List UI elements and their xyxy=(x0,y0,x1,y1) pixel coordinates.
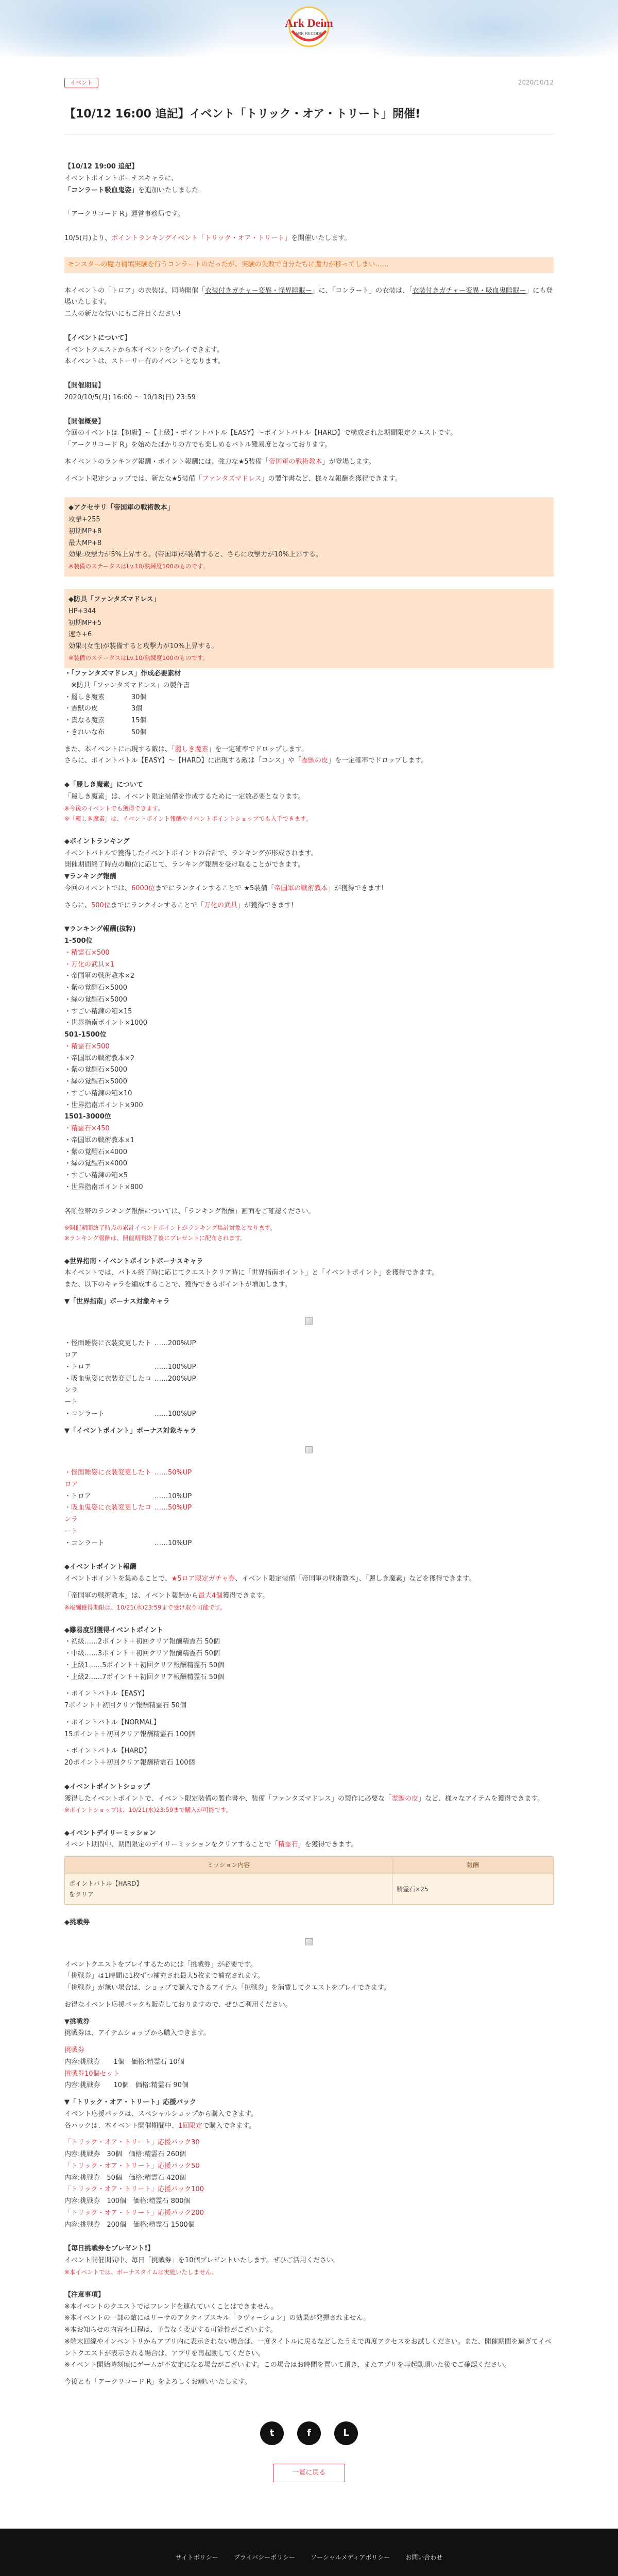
list-item: ・上級2……7ポイント＋初回クリア報酬精霊石 50個 xyxy=(64,1673,225,1681)
article-date: 2020/10/12 xyxy=(518,79,554,86)
logo-text: Ark Deim xyxy=(285,16,333,29)
text: 「麗しき魔素」は、イベント限定装備を作成するために一定数必要となります。 xyxy=(64,792,305,801)
diff-text: 20ポイント＋初回クリア報酬精霊石 100個 xyxy=(64,1759,195,1767)
section-reward xyxy=(64,1562,554,1612)
item-name: 帝国軍の戦術教本 xyxy=(274,884,328,892)
note: ※開催期間終了時点の累計イベントポイントがランキング集計対象となります。 xyxy=(64,1224,276,1232)
footer-link[interactable]: お問い合わせ xyxy=(405,2553,443,2561)
pack-name: 「トリック・オア・トリート」応援パック30 xyxy=(64,2139,200,2147)
share-buttons xyxy=(64,2421,554,2445)
character-name: ・コンラート xyxy=(64,1410,105,1418)
sub-head: ▼「イベントポイント」ボーナス対象キャラ xyxy=(64,1427,197,1435)
bonus-row xyxy=(64,1502,554,1526)
list-item: ・世界指南ポイント×900 xyxy=(64,1101,143,1109)
section-present xyxy=(64,2243,554,2277)
section-head: 【開催期間】 xyxy=(64,382,105,389)
list-item: ・紫の覚醒石×4000 xyxy=(64,1148,127,1156)
sub-head: ▼「トリック・オア・トリート」応援パック xyxy=(64,2098,197,2106)
bonus-row xyxy=(64,1362,554,1374)
list-item: ・帝国軍の戦術教本×2 xyxy=(64,1054,135,1062)
bonus-row xyxy=(64,1538,554,1550)
pack-list xyxy=(64,2137,554,2231)
product-detail: 内容:挑戦券 1個 価格:精霊石 10個 xyxy=(64,2058,184,2066)
section-head: ◆世界指南・イベントポイントボーナスキャラ xyxy=(64,1257,203,1265)
section-shop xyxy=(64,1782,554,1816)
diff-text: 15ポイント＋初回クリア報酬精霊石 100個 xyxy=(64,1730,195,1738)
text: イベントポイントを集めることで、 xyxy=(64,1575,171,1583)
sub-head: ▼「世界指南」ボーナス対象キャラ xyxy=(64,1297,170,1306)
list-item: ※本イベントのクエストではフレンドを連れていくことはできません。 xyxy=(64,2302,278,2311)
note: ※本イベントでは、ボーナスタイムは実施いたしません。 xyxy=(64,2268,218,2276)
article-title: 【10/12 16:00 追記】イベント「トリック・オア・トリート」開催! xyxy=(64,106,554,134)
notice-char: 「コンラート吸血鬼姿」 xyxy=(64,186,139,194)
note: ※ランキング報酬は、開催期間終了後にプレゼントに配布されます。 xyxy=(64,1234,246,1242)
text: イベント限定ショップでは、新たな★5装備「 xyxy=(64,474,202,483)
list-item: ・精霊石×500 xyxy=(64,1042,110,1050)
mission-reward: 精霊石×25 xyxy=(392,1874,554,1905)
text: 」を一定確率でドロップします。 xyxy=(328,757,428,765)
text: 」に、「コンラート」の衣装は、「 xyxy=(312,286,413,295)
text: 本イベントは、ストーリー有のイベントとなります。 xyxy=(64,358,225,366)
text: までにランクインすることで「 xyxy=(110,901,204,909)
bonus-row xyxy=(64,1338,554,1362)
text: 」にも登場いたします。 xyxy=(64,286,553,307)
bonus-list xyxy=(64,1338,554,1420)
list-item: ・世界指南ポイント×1000 xyxy=(64,1019,147,1027)
craft-head: ・「ファンタズマドレス」作成必要素材 xyxy=(64,670,181,677)
character-name: ・トロア xyxy=(64,1492,92,1500)
section-daily xyxy=(64,1828,554,1905)
text: イベント開催期間中、毎日「挑戦券」を10個プレゼントいたします。ぜひご活用ください。 xyxy=(64,2257,340,2264)
list-item: ・帝国軍の戦術教本×1 xyxy=(64,1136,135,1144)
category-badge: イベント xyxy=(64,78,98,88)
footer-link[interactable]: プライバシーポリシー xyxy=(233,2553,296,2561)
list-item: ・上級1……5ポイント＋初回クリア報酬精霊石 50個 xyxy=(64,1661,225,1669)
bonus-list xyxy=(64,1467,554,1549)
note: ※「麗しき魔素」は、イベントポイント報酬やイベントポイントショップでも入手できます。 xyxy=(64,815,312,822)
text: 」など、様々なアイテムを獲得できます。 xyxy=(418,1794,544,1803)
pack-detail: 内容:挑戦券 50個 価格:精霊石 420個 xyxy=(64,2174,186,2182)
greeting: 「アークリコード R」運営事務局です。 xyxy=(64,210,184,218)
box-head: ◆防具「ファンタズマドレス」 xyxy=(68,596,160,604)
period-text: 2020/10/5(月) 16:00 〜 10/18(日) 23:59 xyxy=(64,393,196,401)
section-bonus xyxy=(64,1256,554,1550)
section-ticket xyxy=(64,1917,554,2231)
hero-banner xyxy=(0,0,618,57)
text: で購入できます。 xyxy=(202,2122,256,2130)
site-footer xyxy=(0,2529,618,2576)
bonus-row xyxy=(64,1409,554,1420)
text: 、イベント限定装備「帝国軍の戦術教本」、「麗しき魔素」などを獲得できます。 xyxy=(235,1575,476,1583)
item-name: 麗しき魔素 xyxy=(175,745,209,753)
text: 」が獲得できます! xyxy=(237,901,294,909)
pack-detail: 内容:挑戦券 200個 価格:精霊石 1500個 xyxy=(64,2221,195,2229)
bonus-value: ……100%UP xyxy=(154,1363,196,1371)
column-header: ミッション内容 xyxy=(65,1857,392,1874)
twitter-icon[interactable]: t xyxy=(260,2421,284,2445)
text: また、本イベントに出現する敵は、「 xyxy=(64,745,175,753)
note: ※ポイントショップは、10/21(水)23:59まで購入が可能です。 xyxy=(64,1806,232,1814)
story-highlight: モンスターの魔力補填実験を行うコンラートのだったが、実験の失敗で自分たちに魔力が移ってしまい…… xyxy=(64,257,554,273)
footer-link[interactable]: ソーシャルメディアポリシー xyxy=(311,2553,390,2561)
text: を開催いたします。 xyxy=(291,234,351,242)
text: 本イベントの「トロア」の衣装は、同時開催「 xyxy=(64,286,205,295)
item-name: 精霊石 xyxy=(278,1841,298,1849)
section-head: ◆イベントポイント報酬 xyxy=(64,1563,136,1571)
pack-detail: 内容:挑戦券 100個 価格:精霊石 800個 xyxy=(64,2197,191,2205)
text: イベントクエストから本イベントをプレイできます。 xyxy=(64,346,224,354)
section-head: ◆「麗しき魔素」について xyxy=(64,781,143,789)
box-note: ※装備のステータスはLv.10/熟練度100のものです。 xyxy=(68,563,209,570)
gacha-link-1[interactable]: 衣装付きガチャー変異・怪界睡眠ー xyxy=(205,286,312,295)
notice-line: イベントポイントボーナスキャラに、 xyxy=(64,174,178,182)
section-head: ◆イベントデイリーミッション xyxy=(64,1829,156,1837)
tier-list xyxy=(64,1041,554,1112)
section-head: 【イベントについて】 xyxy=(64,334,131,342)
character-name: ・怪面睡姿に衣装変更したトロア xyxy=(64,1469,152,1488)
list-item: ・すごい精錬の箱×10 xyxy=(64,1089,132,1097)
bonus-value: ……50%UP xyxy=(154,1504,192,1512)
list-item: ・紫の覚醒石×5000 xyxy=(64,984,127,992)
list-item: ・万化の武具×1 xyxy=(64,960,115,969)
broken-image-icon xyxy=(305,1446,313,1453)
box-head: ◆アクセサリ「帝国軍の戦術教本」 xyxy=(68,504,174,512)
rank-value: 500位 xyxy=(91,901,111,909)
bonus-value: ……200%UP xyxy=(154,1375,196,1383)
section-difficulty xyxy=(64,1625,554,1769)
diff-text: 7ポイント＋初回クリア報酬精霊石 50個 xyxy=(64,1702,186,1710)
mission-table xyxy=(64,1856,554,1905)
craft-materials xyxy=(64,668,554,767)
bonus-value: ……50%UP xyxy=(154,1469,192,1477)
section-head: ◆難易度別獲得イベントポイント xyxy=(64,1626,163,1634)
text: 二人の新たな装いにもご注目ください! xyxy=(64,310,181,318)
column-header: 報酬 xyxy=(392,1857,554,1874)
tier-head: 501-1500位 xyxy=(64,1031,107,1039)
section-head: 【注意事項】 xyxy=(64,2291,105,2299)
text: 本イベントのランキング報酬・ポイント報酬には、強力な★5装備「 xyxy=(64,457,269,466)
article xyxy=(64,57,554,2482)
text: 獲得できます。 xyxy=(222,1591,269,1600)
item-count: 最大4個 xyxy=(198,1591,223,1600)
text: 10/5(月)より、 xyxy=(64,234,112,242)
character-name: ート xyxy=(64,1527,78,1535)
craft-list: ※防具「ファンタズマドレス」の製作書 ・麗しき魔素 30個 ・霊獣の皮 3個 ・貴なる魔素 15個 ・きれいな布 50個 xyxy=(64,681,190,736)
diff-head: ・ポイントバトル【EASY】 xyxy=(64,1690,148,1698)
text: 開催期間終了時点の順位に応じて、ランキング報酬を受け取ることができます。 xyxy=(64,861,305,869)
note: ※報酬獲得期限は、10/21(水)23:59まで受け取り可能です。 xyxy=(64,1603,226,1611)
box-stats: 攻撃+255 初期MP+8 最大MP+8 効果:攻撃力が5%上昇する。(帝国軍)が装備すると、さらに攻撃力が10%上昇する。 xyxy=(68,516,323,559)
text: 」を獲得できます。 xyxy=(298,1841,358,1849)
item-name: ファンタズマドレス xyxy=(202,474,262,483)
diff-head: ・ポイントバトル【HARD】 xyxy=(64,1747,151,1755)
pack-detail: 内容:挑戦券 30個 価格:精霊石 260個 xyxy=(64,2150,186,2158)
product-name: 挑戦券10個セット xyxy=(64,2070,120,2078)
facebook-icon[interactable]: f xyxy=(297,2421,321,2445)
tier-list xyxy=(64,947,554,1029)
text: 各順位帯のランキング報酬については、「ランキング報酬」画面をご確認ください。 xyxy=(64,1207,315,1215)
character-name: ・トロア xyxy=(64,1363,92,1371)
text: 今回のイベントでは、 xyxy=(64,884,132,892)
caution-list xyxy=(64,2301,554,2372)
text: イベント応援パックは、スペシャルショップから購入できます。 xyxy=(64,2110,258,2118)
item-name: 霊獣の皮 xyxy=(301,757,329,765)
ranking-notes xyxy=(64,1206,554,1244)
difficulty-list xyxy=(64,1636,554,1683)
list-item: ・緑の覚醒石×5000 xyxy=(64,995,127,1004)
text: さらに、ポイントバトル【EASY】〜【HARD】に出現する敵は「コンス」や「 xyxy=(64,757,302,765)
bonus-value: ……10%UP xyxy=(154,1539,192,1547)
text: 獲得したイベントポイントで、イベント限定装備の製作書や、装備「ファンタズマドレス」の製作に必要な「 xyxy=(64,1794,392,1803)
bonus-value: ……10%UP xyxy=(154,1492,192,1500)
section-overview xyxy=(64,416,554,485)
bonus-value: ……100%UP xyxy=(154,1410,196,1418)
notice-head: 【10/12 19:00 追記】 xyxy=(64,163,139,171)
list-item: ・精霊石×450 xyxy=(64,1125,110,1132)
section-mana xyxy=(64,779,554,824)
section-caution xyxy=(64,2290,554,2388)
sky-decoration xyxy=(0,0,237,57)
product-detail: 内容:挑戦券 10個 価格:精霊石 90個 xyxy=(64,2081,188,2090)
section-head: 【開催概要】 xyxy=(64,417,105,426)
text: 」が獲得できます! xyxy=(328,884,384,892)
bonus-row xyxy=(64,1491,554,1503)
list-item: ・すごい精錬の箱×15 xyxy=(64,1007,132,1015)
pack-name: 「トリック・オア・トリート」応援パック50 xyxy=(64,2162,200,2170)
intro-announce xyxy=(64,233,554,245)
list-item: ・帝国軍の戦術教本×2 xyxy=(64,972,135,980)
item-name: 帝国軍の戦術教本 xyxy=(268,457,322,466)
box-note: ※装備のステータスはLv.10/熟練度100のものです。 xyxy=(68,654,209,662)
section-head: ◆イベントポイントショップ xyxy=(64,1783,150,1791)
list-item: ※イベント開始時刻頃にゲームが不安定になる場合がございます。この場合はお時間を置いて頂き、またアプリを再起動頂いた後でご確認ください。 xyxy=(64,2361,511,2369)
broken-image-icon xyxy=(305,1938,313,1945)
update-notice xyxy=(64,161,554,196)
sub-head: ▼ランキング報酬(抜粋) xyxy=(64,925,136,934)
character-name: ート xyxy=(64,1398,78,1406)
text: 」が登場します。 xyxy=(322,457,375,466)
list-item: ・緑の覚醒石×5000 xyxy=(64,1078,127,1086)
image-placeholder xyxy=(64,1317,554,1329)
list-item: ・中級……3ポイント＋初回クリア報酬精霊石 50個 xyxy=(64,1650,220,1658)
text: 」の製作書など、様々な報酬を獲得できます。 xyxy=(261,474,402,483)
sky-decoration xyxy=(350,0,618,57)
text: 今回のイベントは【初級】~【上級】・ポイントバトル【EASY】〜ポイントバトル【HARD】で構成された期間限定クエストです。 「アークリコード R」を始めたばかりの方でも楽しめるバトル難易度となっております。 xyxy=(64,429,457,449)
rank-value: 6000位 xyxy=(131,884,156,892)
pack-name: 「トリック・オア・トリート」応援パック100 xyxy=(64,2185,204,2194)
logo-sub: ARK RECODE xyxy=(295,31,323,36)
text: 各パックは、本イベント開催期間中、 xyxy=(64,2122,179,2130)
character-name: ・怪面睡姿に衣装変更したトロア xyxy=(64,1340,152,1359)
mission-content: ポイントバトル【HARD】 をクリア xyxy=(65,1874,392,1905)
image-placeholder xyxy=(64,1938,554,1950)
section-head: 【毎日挑戦券をプレゼント!】 xyxy=(64,2245,154,2253)
section-about xyxy=(64,333,554,368)
text: 挑戦券は、アイテムショップから購入できます。 xyxy=(64,2029,210,2038)
bonus-row xyxy=(64,1374,554,1397)
event-name: ポイントランキングイベント「トリック・オア・トリート」 xyxy=(111,234,291,242)
box-stats: HP+344 初期MP+5 速さ+6 効果:(女性)が装備すると攻撃力が10%上昇する。 xyxy=(68,607,218,651)
item-name: 霊獣の皮 xyxy=(391,1794,419,1803)
accessory-box xyxy=(64,497,554,577)
text: 本イベントでは、バトル終了時に応じてクエストクリア時に「世界指南ポイント」と「イベントポイント」を獲得できます。 xyxy=(64,1269,439,1277)
notice-line: を追加いたしました。 xyxy=(138,186,205,194)
text: イベントバトルで獲得したイベントポイントの合計で、ランキングが形成されます。 xyxy=(64,849,318,857)
tier-list xyxy=(64,1123,554,1194)
footer-link[interactable]: サイトポリシー xyxy=(175,2553,218,2561)
text: イベントクエストをプレイするためには「挑戦券」が必要です。 「挑戦券」は1時間に1枚ずつ補充され最大5枚まで補充されます。 「挑戦券」が無い場合は、ショップで購入できるアイテム「挑戦券」を消費してクエストをプレイできます。 xyxy=(64,1960,390,1992)
list-item: ・精霊石×500 xyxy=(64,948,110,957)
section-period xyxy=(64,380,554,404)
list-item: ・世界指南ポイント×800 xyxy=(64,1183,143,1191)
section-head: ◆ポイントランキング xyxy=(64,837,130,845)
article-meta xyxy=(64,77,554,88)
closing-text: 今後とも「アークリコード R」をよろしくお願いいたします。 xyxy=(64,2378,251,2386)
character-name: ・吸血鬼姿に衣装変更したコンラ xyxy=(64,1504,152,1523)
tier-head: 1501-3000位 xyxy=(64,1113,111,1121)
list-item: ・初級……2ポイント＋初回クリア報酬精霊石 50個 xyxy=(64,1638,220,1646)
ranking-rewards xyxy=(64,924,554,1193)
item-name: 万化の武具 xyxy=(203,901,237,909)
game-logo[interactable] xyxy=(281,4,337,52)
list-item: ※端末回線やインベントリからアプリ内に表示されない場合は、一度タイトルに戻るなどしたうえで再度アクセスをお試しください。また、開催期間を過ぎてイベントクエストが表示される場合は、アプリを再起動してください。 xyxy=(64,2337,552,2358)
limit: 1回限定 xyxy=(178,2122,203,2130)
table-row xyxy=(65,1874,554,1905)
text: イベント期間中、期間限定のデイリーミッションをクリアすることで「 xyxy=(64,1841,278,1849)
costume-info xyxy=(64,285,554,320)
list-item: ※本お知らせの内容や日程は、予告なく変更する可能性がございます。 xyxy=(64,2326,277,2334)
tier-head: 1-500位 xyxy=(64,937,93,945)
section-head: ◆挑戦券 xyxy=(64,1919,90,1926)
bonus-row xyxy=(64,1397,554,1409)
list-item: ・緑の覚醒石×4000 xyxy=(64,1160,127,1168)
text: お得なイベント応援パックも販売しておりますので、ぜひご利用ください。 xyxy=(64,2001,292,2009)
item-name: ★5ロア限定ガチャ券 xyxy=(171,1575,235,1583)
text: また、以下のキャラを編成することで、獲得できるポイントが増加します。 xyxy=(64,1281,291,1289)
text: さらに、 xyxy=(64,901,92,909)
character-name: ・コンラート xyxy=(64,1539,105,1547)
back-to-list-button[interactable]: 一覧に戻る xyxy=(273,2464,345,2482)
sub-head: ▼ランキング報酬 xyxy=(64,873,116,880)
text: までにランクインすることで ★5装備「 xyxy=(155,884,274,892)
bonus-value: ……200%UP xyxy=(154,1340,196,1348)
bonus-row xyxy=(64,1467,554,1491)
image-placeholder xyxy=(64,1446,554,1458)
broken-image-icon xyxy=(305,1317,313,1325)
armor-box xyxy=(64,589,554,668)
text: 」を一定確率でドロップします。 xyxy=(208,745,308,753)
diff-head: ・ポイントバトル【NORMAL】 xyxy=(64,1718,160,1726)
section-ranking xyxy=(64,836,554,912)
bonus-row xyxy=(64,1526,554,1538)
pack-name: 「トリック・オア・トリート」応援パック200 xyxy=(64,2209,204,2217)
list-item: ・紫の覚醒石×5000 xyxy=(64,1066,127,1074)
list-item: ・すごい精錬の箱×5 xyxy=(64,1172,128,1179)
footer-links xyxy=(0,2552,618,2563)
note: ※今後のイベントでも獲得できます。 xyxy=(64,804,164,812)
gacha-link-2[interactable]: 衣装付きガチャー変異・吸血鬼睡眠ー xyxy=(412,286,526,295)
line-icon[interactable]: L xyxy=(334,2421,358,2445)
character-name: ・吸血鬼姿に衣装変更したコンラ xyxy=(64,1375,152,1395)
text: 「帝国軍の戦術教本」は、イベント報酬から xyxy=(64,1591,199,1600)
intro xyxy=(64,209,554,221)
sub-head: ▼挑戦券 xyxy=(64,2018,90,2026)
list-item: ※本イベントの一部の敵にはリーサのアクティブスキル「ラヴィーション」の効果が発揮されません。 xyxy=(64,2314,370,2323)
product-name: 挑戦券 xyxy=(64,2046,85,2054)
